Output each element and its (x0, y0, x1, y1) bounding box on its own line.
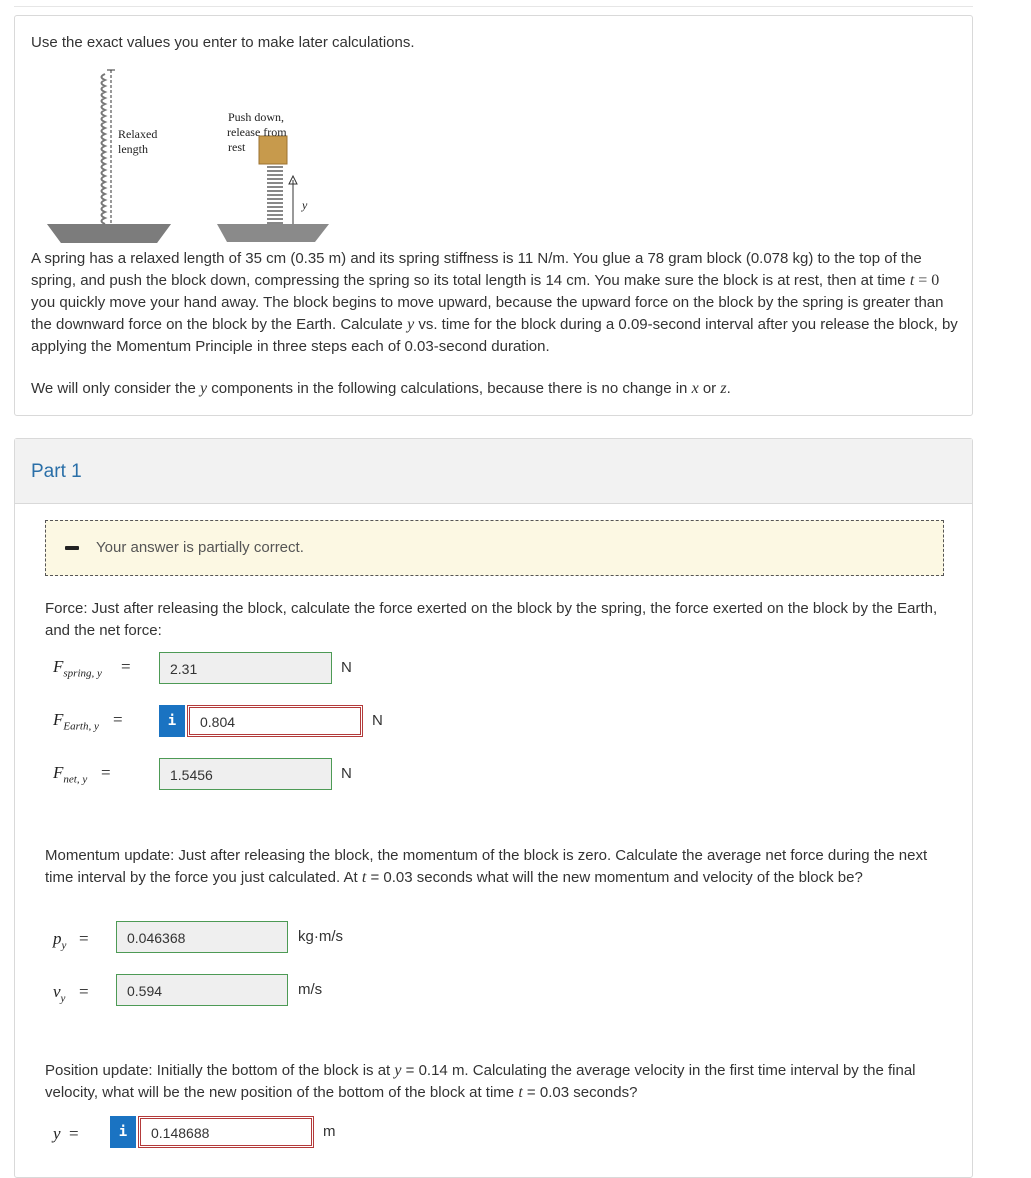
feedback-text: Your answer is partially correct. (96, 539, 304, 556)
y-answer-label: y (53, 1124, 61, 1143)
problem-text-part2: you quickly move your hand away. The block begins to move upward, because the upward force on the block by the spring is greater than the downward force on the block by the Earth. Calculate (31, 294, 944, 333)
f-spring-input[interactable]: 2.31 (159, 652, 332, 684)
note-period: . (726, 380, 731, 397)
relaxed-label-line2: length (118, 142, 148, 156)
compressed-spring-icon (267, 163, 283, 223)
v-subscript: y (60, 992, 66, 1005)
v-equals: = (79, 982, 89, 1001)
note-part1: We will only consider the (31, 380, 196, 397)
position-question-part3: = 0.03 seconds? (522, 1084, 638, 1101)
p-subscript: y (61, 939, 67, 952)
p-label (53, 929, 66, 951)
f-net-equals: = (101, 763, 111, 782)
p-equals: = (79, 929, 89, 948)
components-note (31, 378, 961, 400)
f-net-input[interactable]: 1.5456 (159, 758, 332, 790)
problem-text-part1: A spring has a relaxed length of 35 cm (0.35 m) and its spring stiffness is 11 N/m. You glue a 78 gram block (0.078 kg) to the top of the spring, and push the block down, compressing the spring so its total length is 14 cm. You make sure the block is at rest, then at time (31, 250, 922, 289)
f-earth-subscript: Earth, y (63, 720, 99, 733)
note-or: or (702, 380, 717, 397)
f-spring-unit: N (341, 659, 352, 676)
f-spring-label (53, 657, 102, 679)
position-question-part1: Position update: Initially the bottom of the block is at (45, 1062, 391, 1079)
position-y-variable: y (394, 1062, 402, 1079)
f-spring-symbol: F (53, 657, 64, 676)
note-x-variable: x (691, 380, 699, 397)
y-label: y (302, 198, 308, 212)
part-1-panel (14, 438, 973, 1178)
momentum-t-variable: t (361, 869, 367, 886)
position-question-part2: = 0.14 m. Calculating the average velocity in the first time interval by the final velocity, what will be the new position of the bottom of the block at time (45, 1062, 916, 1101)
y-equals: = (69, 1124, 79, 1143)
f-earth-equals: = (113, 710, 123, 729)
y-variable: y (407, 316, 415, 333)
problem-text-part3: vs. time for the block during a 0.09-second interval after you release the block, by applying the Momentum Principle in three steps each of 0.03-second duration. (31, 316, 958, 355)
f-earth-unit: N (372, 712, 383, 729)
problem-text (31, 248, 961, 358)
f-spring-subscript: spring, y (63, 667, 102, 680)
y-info-icon[interactable]: i (110, 1116, 136, 1148)
y-unit: m (323, 1123, 336, 1140)
f-net-symbol: F (53, 763, 64, 782)
block-icon (259, 136, 287, 164)
v-symbol: v (53, 982, 61, 1001)
info-icon[interactable]: i (159, 705, 185, 737)
right-base (217, 224, 329, 242)
f-net-label (53, 763, 87, 785)
f-earth-input[interactable]: 0.804 (187, 705, 363, 737)
t-variable: t (909, 272, 915, 289)
force-question: Force: Just after releasing the block, calculate the force exerted on the block by the spring, the force exerted on the block by the Earth, and the net force: (45, 600, 938, 639)
f-net-subscript: net, y (63, 773, 88, 786)
relaxed-spring-icon (102, 74, 106, 224)
y-input[interactable]: 0.148688 (138, 1116, 314, 1148)
top-divider (14, 6, 973, 7)
feedback-banner (45, 520, 944, 576)
position-question (45, 1060, 945, 1104)
f-earth-label (53, 710, 99, 732)
position-t-variable: t (518, 1084, 523, 1101)
partial-correct-icon (65, 546, 79, 550)
note-part2: components in the following calculations, because there is no change in (211, 380, 688, 397)
t-equals-zero: = 0 (914, 272, 940, 289)
p-symbol: p (53, 929, 62, 948)
note-y-variable: y (199, 380, 208, 397)
relaxed-label-line1: Relaxed (118, 127, 158, 141)
v-unit: m/s (298, 981, 323, 998)
v-label (53, 982, 65, 1004)
part-header (15, 439, 972, 504)
f-earth-symbol: F (53, 710, 64, 729)
v-input[interactable]: 0.594 (116, 974, 288, 1006)
p-unit: kg·m/s (298, 928, 343, 945)
momentum-question-part2: = 0.03 seconds what will the new momentum and velocity of the block be? (366, 869, 863, 886)
momentum-question (45, 845, 945, 889)
push-label-line3: rest (228, 140, 246, 154)
instruction-text: Use the exact values you enter to make later calculations. (31, 34, 415, 51)
f-spring-equals: = (121, 657, 131, 676)
p-input[interactable]: 0.046368 (116, 921, 288, 953)
part-title[interactable]: Part 1 (31, 461, 82, 482)
problem-statement-panel (14, 15, 973, 416)
spring-figure (29, 56, 329, 246)
push-label-line1: Push down, (228, 110, 285, 124)
note-z-variable: z (720, 380, 727, 397)
momentum-question-part1: Momentum update: Just after releasing the block, the momentum of the block is zero. Calculate the average net force during the next time interval by the force you just calculated. At (45, 847, 928, 886)
f-net-unit: N (341, 765, 352, 782)
push-label-line2: release from (227, 125, 287, 139)
